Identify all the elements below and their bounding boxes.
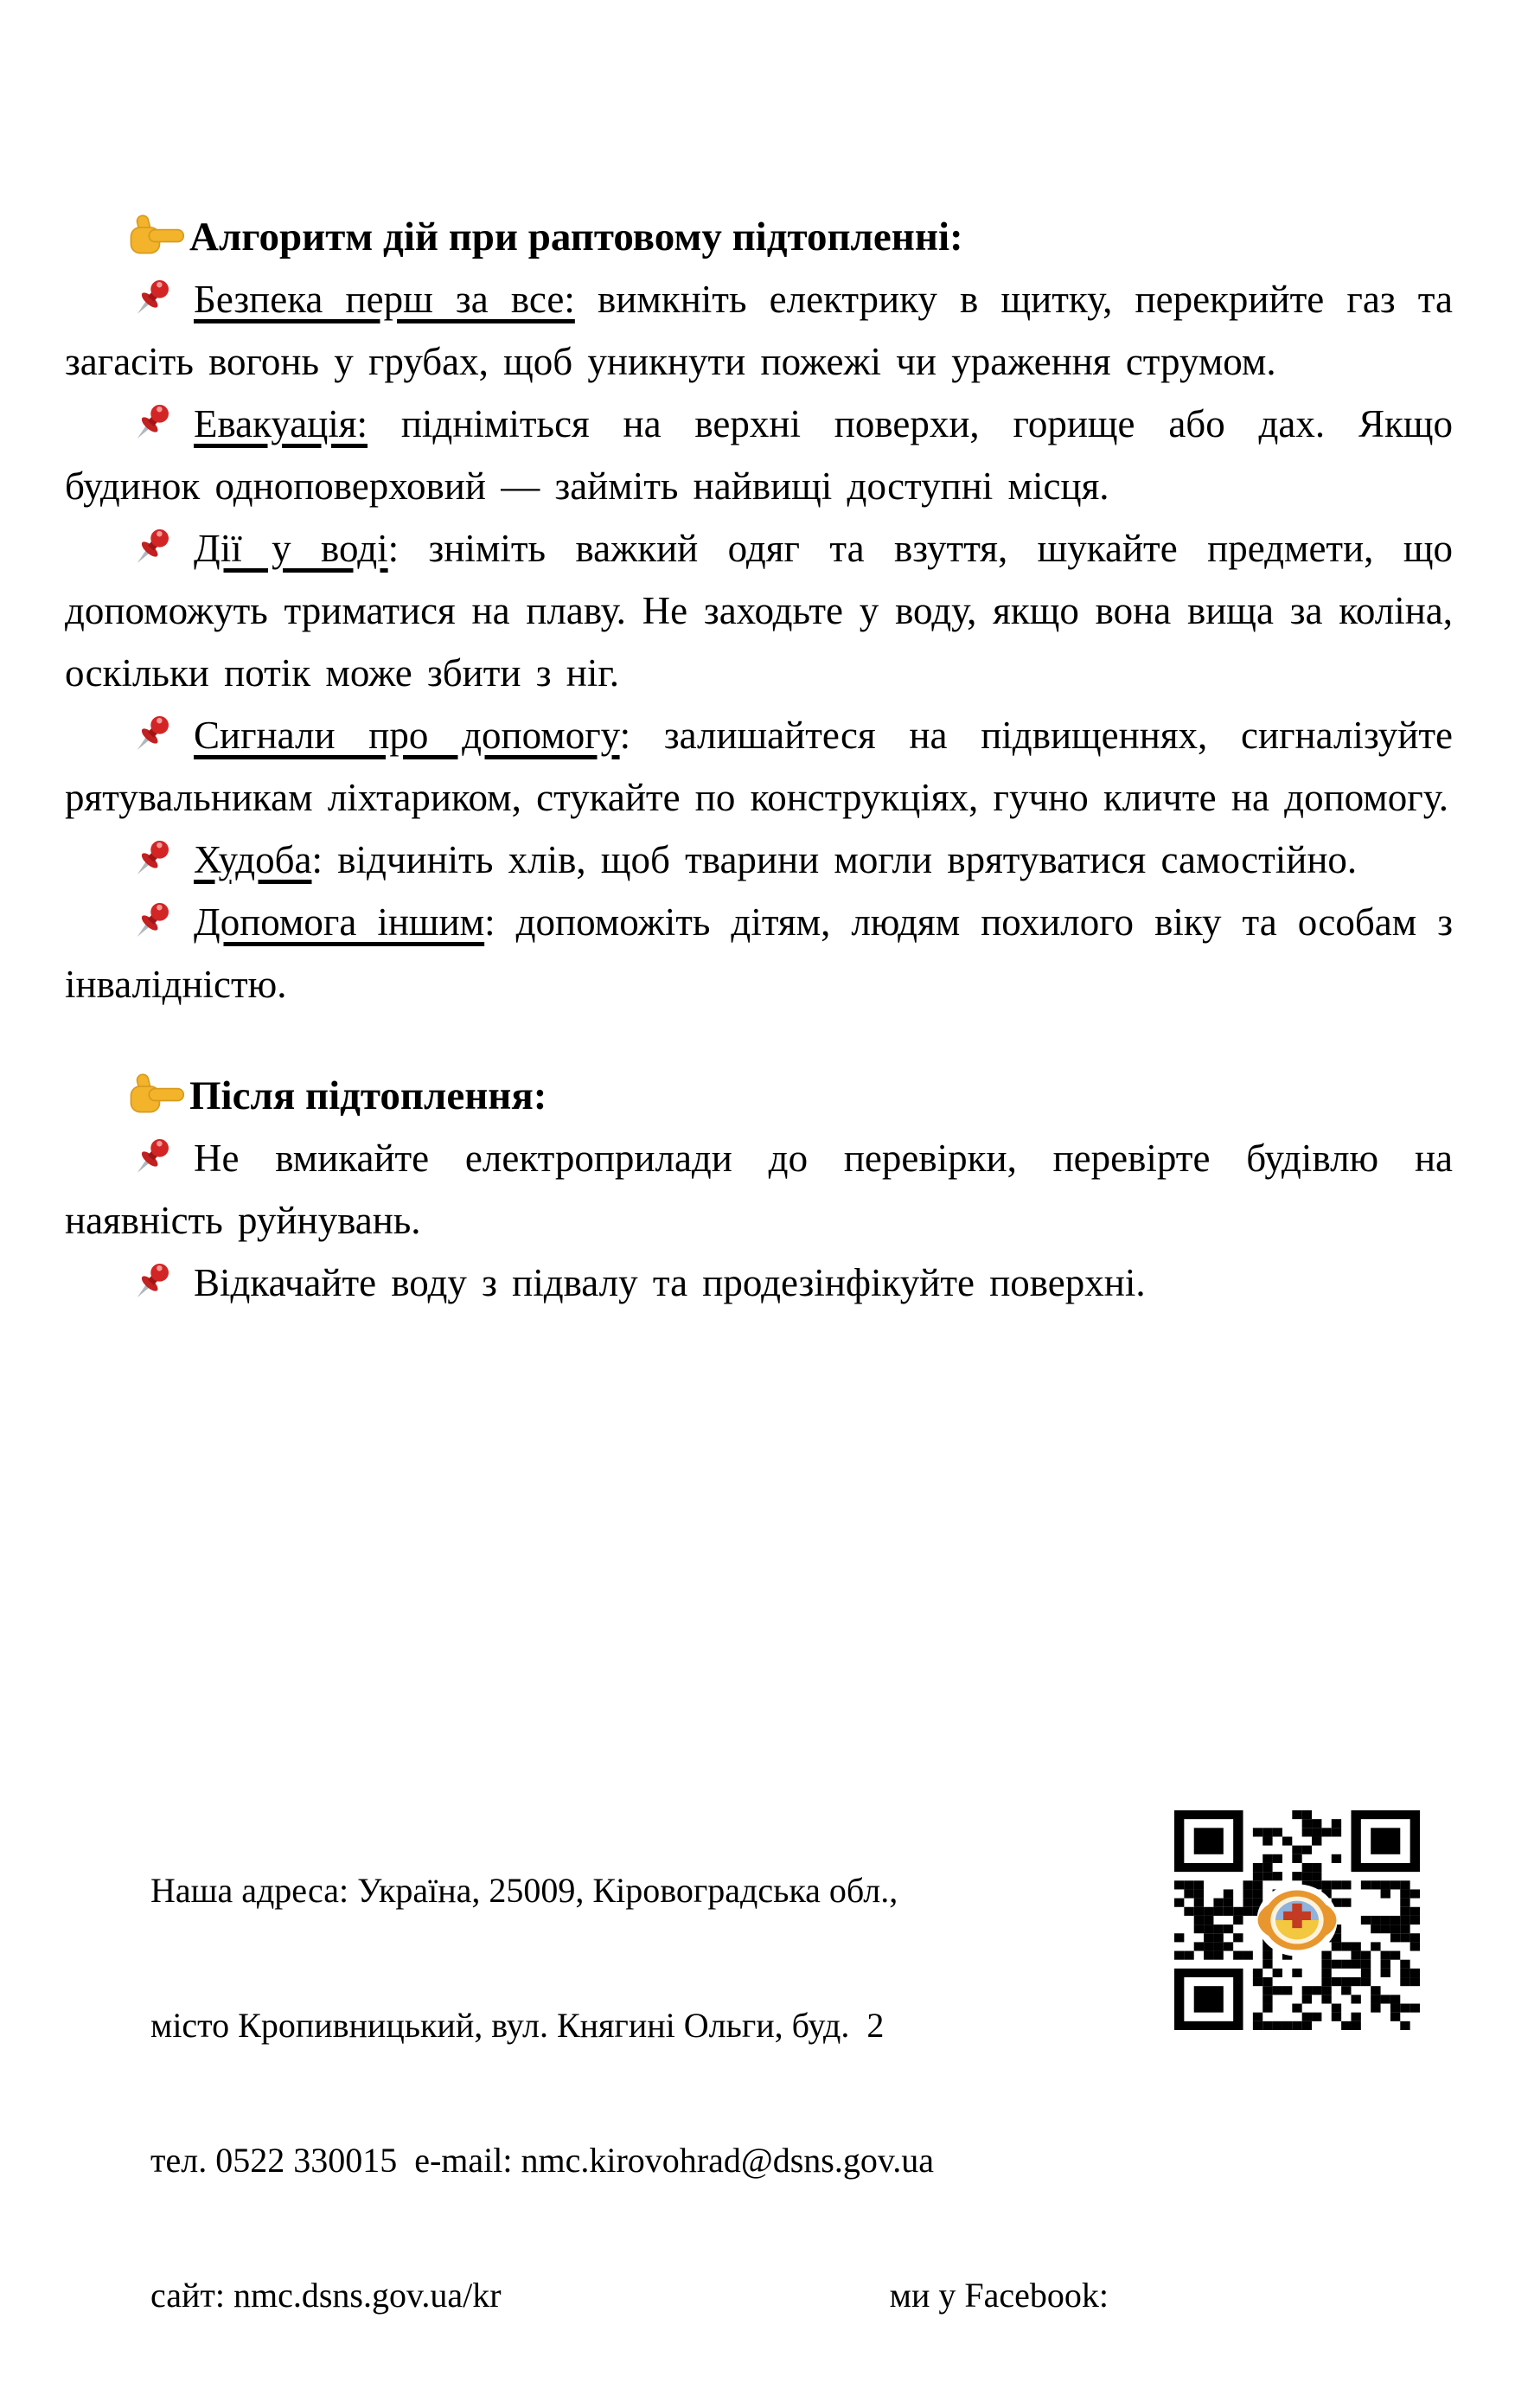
bullet-text: : зніміть важкий одяг та взуття, шукайте предмети, що допоможуть триматися на плаву. Не заходьте у воду, якщо вона вища за коліна, оскільки потік може збити з ніг. [65,527,1453,695]
bullet-label: Безпека перш за все: [194,278,575,321]
pointing-finger-icon [128,1068,185,1117]
bullet-actions-in-water [65,517,1453,704]
pushpin-icon [128,711,175,758]
pushpin-icon [128,898,175,945]
bullet-evacuation [65,393,1453,517]
bullet-no-appliances [65,1127,1453,1252]
bullet-text: : відчиніть хлів, щоб тварини могли врятуватися самостійно. [311,838,1358,881]
qr-code [1174,1810,1420,2030]
pushpin-icon [128,1134,175,1181]
after-flood-title-row [128,1065,1453,1127]
pointing-finger-icon [128,209,185,258]
main-title: Алгоритм дій при раптовому підтопленні: [189,215,963,259]
bullet-label: Худоба [194,838,312,881]
bullet-text: підніміться на верхні поверхи, горище або дах. Якщо будинок одноповерховий — займіть найвищі доступні місця. [65,402,1453,508]
document-body [65,206,1453,1314]
bullet-help-signals [65,704,1453,829]
after-flood-title: Після підтоплення: [189,1073,547,1118]
address-line-1: Наша адреса: Україна, 25009, Кіровоградська обл., [150,1871,898,1910]
bullet-help-others [65,891,1453,1015]
phone-email-line: тел. 0522 330015 e-mail: nmc.kirovohrad@dsns.gov.ua [150,2141,934,2180]
bullet-livestock [65,829,1453,891]
pushpin-icon [128,400,175,446]
bullet-text: Відкачайте воду з підвалу та продезінфікуйте поверхні. [194,1261,1146,1304]
pushpin-icon [128,275,175,322]
contact-footer [150,1778,1109,2408]
bullet-text: : допоможіть дітям, людям похилого віку та особам з інвалідністю. [65,900,1453,1006]
website-line: сайт: nmc.dsns.gov.ua/kr [150,2276,502,2315]
bullet-text: : залишайтеся на підвищеннях, сигналізуйте рятувальникам ліхтариком, стукайте по конструкціях, гучно кличте на допомогу. [65,714,1453,819]
facebook-label: ми у Facebook: [889,2276,1109,2315]
bullet-pump-water [65,1252,1453,1314]
pushpin-icon [128,1258,175,1305]
pushpin-icon [128,836,175,882]
site-facebook-row [150,2273,1109,2318]
address-line-2: місто Кропивницький, вул. Княгині Ольги, буд. 2 [150,2006,885,2045]
bullet-safety [65,268,1453,393]
bullet-label: Евакуація: [194,402,368,445]
main-title-row [128,206,1453,268]
bullet-text: Не вмикайте електроприлади до перевірки, перевірте будівлю на наявність руйнувань. [65,1137,1453,1242]
bullet-label: Дії у воді [194,527,388,570]
pushpin-icon [128,524,175,571]
qr-code-svg [1174,1810,1420,2030]
bullet-label: Допомога іншим [194,900,485,944]
bullet-text: вимкніть електрику в щитку, перекрийте газ та загасіть вогонь у грубах, щоб уникнути пожежі чи ураження струмом. [65,278,1453,383]
bullet-label: Сигнали про допомогу [194,714,620,757]
